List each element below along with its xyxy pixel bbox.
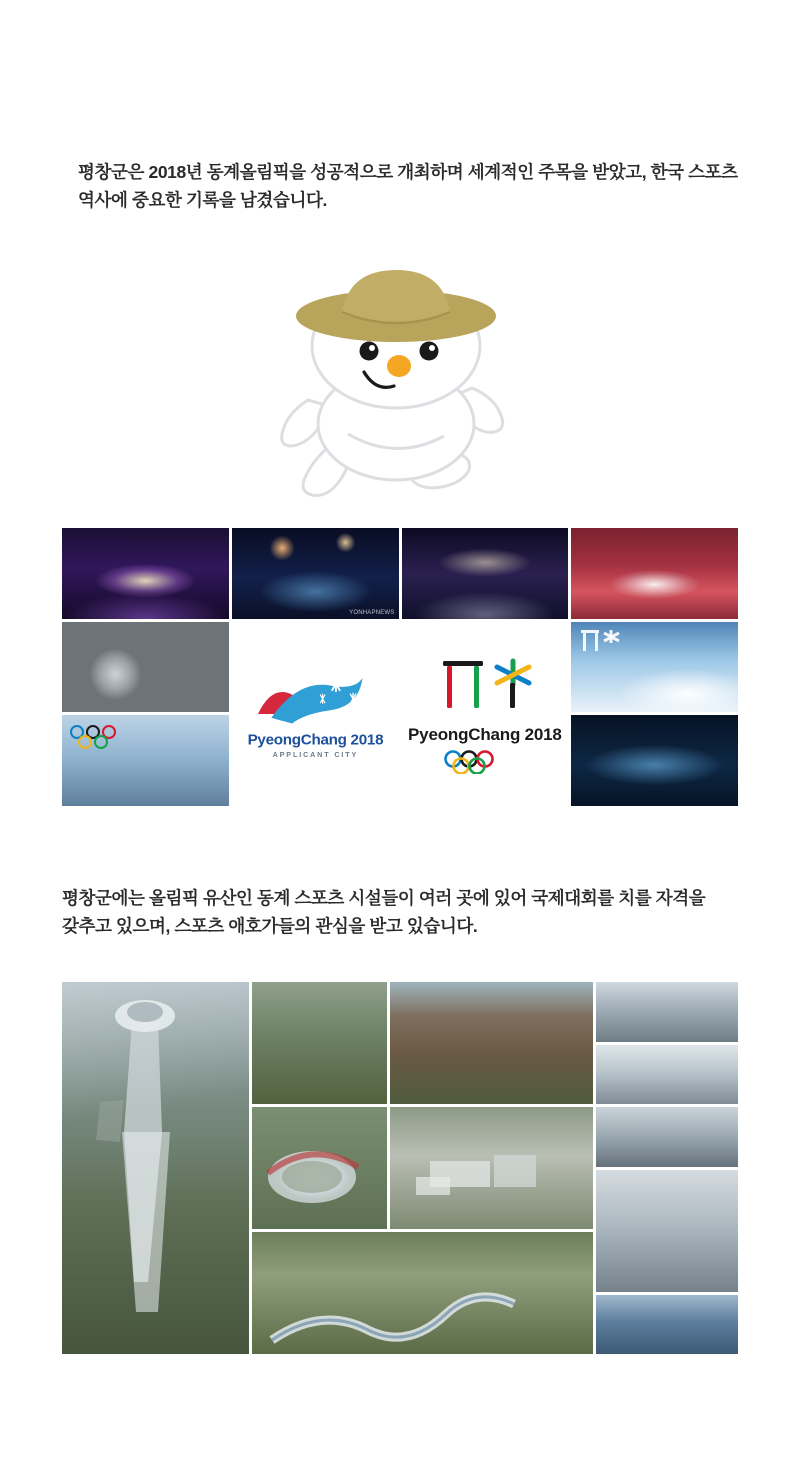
bobsleigh-track-shape <box>252 1232 542 1354</box>
stadium-oval-shape <box>252 1107 382 1229</box>
pyeongchang-2018-emblem-logo <box>408 653 562 774</box>
pyeongchang-emblem-icon <box>433 653 537 715</box>
collage-tile-snowboard-athlete <box>571 622 738 713</box>
collage-tile-pyeongchang-2018-emblem <box>402 622 569 806</box>
ski-jump-structure-shape <box>62 982 232 1354</box>
collage-tile-curling-centre <box>596 1170 738 1292</box>
collage-tile-ski-jumping-stadium <box>252 1107 387 1229</box>
olympic-rings-icon-lower <box>78 735 108 749</box>
applicant-logo-subtitle: APPLICANT CITY <box>272 749 358 759</box>
venues-photo-collage <box>62 982 738 1354</box>
olympic-rings-icon <box>408 750 562 774</box>
village-buildings-shape <box>390 1107 590 1229</box>
collage-tile-ceremony-stage <box>402 528 569 619</box>
emblem-watermark-icon <box>577 627 629 655</box>
collage-tile-forest-road <box>252 982 387 1104</box>
collage-tile-olympic-medals <box>62 622 229 713</box>
collage-tile-blue-glass-facility <box>596 1295 738 1355</box>
collage-tile-indoor-arena-night <box>571 715 738 806</box>
wave-snowflake-logo-icon <box>254 670 376 725</box>
collage-tile-hockey-centre <box>596 1107 738 1167</box>
collage-tile-applicant-city-logo <box>232 622 399 806</box>
collage-tile-olympic-village <box>390 1107 593 1229</box>
olympics-photo-collage <box>62 528 738 806</box>
soohorang-snow-mascot-icon <box>236 248 556 498</box>
collage-tile-mountain-ski-resort <box>390 982 593 1104</box>
collage-tile-ice-arena <box>596 1045 738 1105</box>
collage-tile-fireworks-ceremony <box>232 528 399 619</box>
venues-paragraph: 평창군에는 올림픽 유산인 동계 스포츠 시설들이 여러 곳에 있어 국제대회를 치를 자격을 갖추고 있으며, 스포츠 애호가들의 관심을 받고 있습니다. <box>62 887 706 936</box>
emblem-logo-name: PyeongChang 2018 <box>408 725 562 745</box>
mascot-illustration <box>236 248 556 498</box>
collage-tile-ski-jump-tower <box>62 982 249 1354</box>
collage-tile-olympic-rings-building <box>62 715 229 806</box>
applicant-logo-name: PyeongChang 2018 <box>247 731 383 748</box>
collage-tile-stadium-crowd <box>571 528 738 619</box>
collage-tile-opening-ceremony-dome <box>62 528 229 619</box>
pyeongchang-applicant-city-logo <box>247 670 383 758</box>
tile-caption: YONHAPNEWS <box>349 609 395 616</box>
collage-tile-oval-dome <box>596 982 738 1042</box>
collage-tile-sliding-centre <box>252 1232 593 1354</box>
intro-paragraph-olympics: 평창군은 2018년 동계올림픽을 성공적으로 개최하며 세계적인 주목을 받았고, 한국 스포츠 역사에 중요한 기록을 남겼습니다. <box>78 161 738 210</box>
